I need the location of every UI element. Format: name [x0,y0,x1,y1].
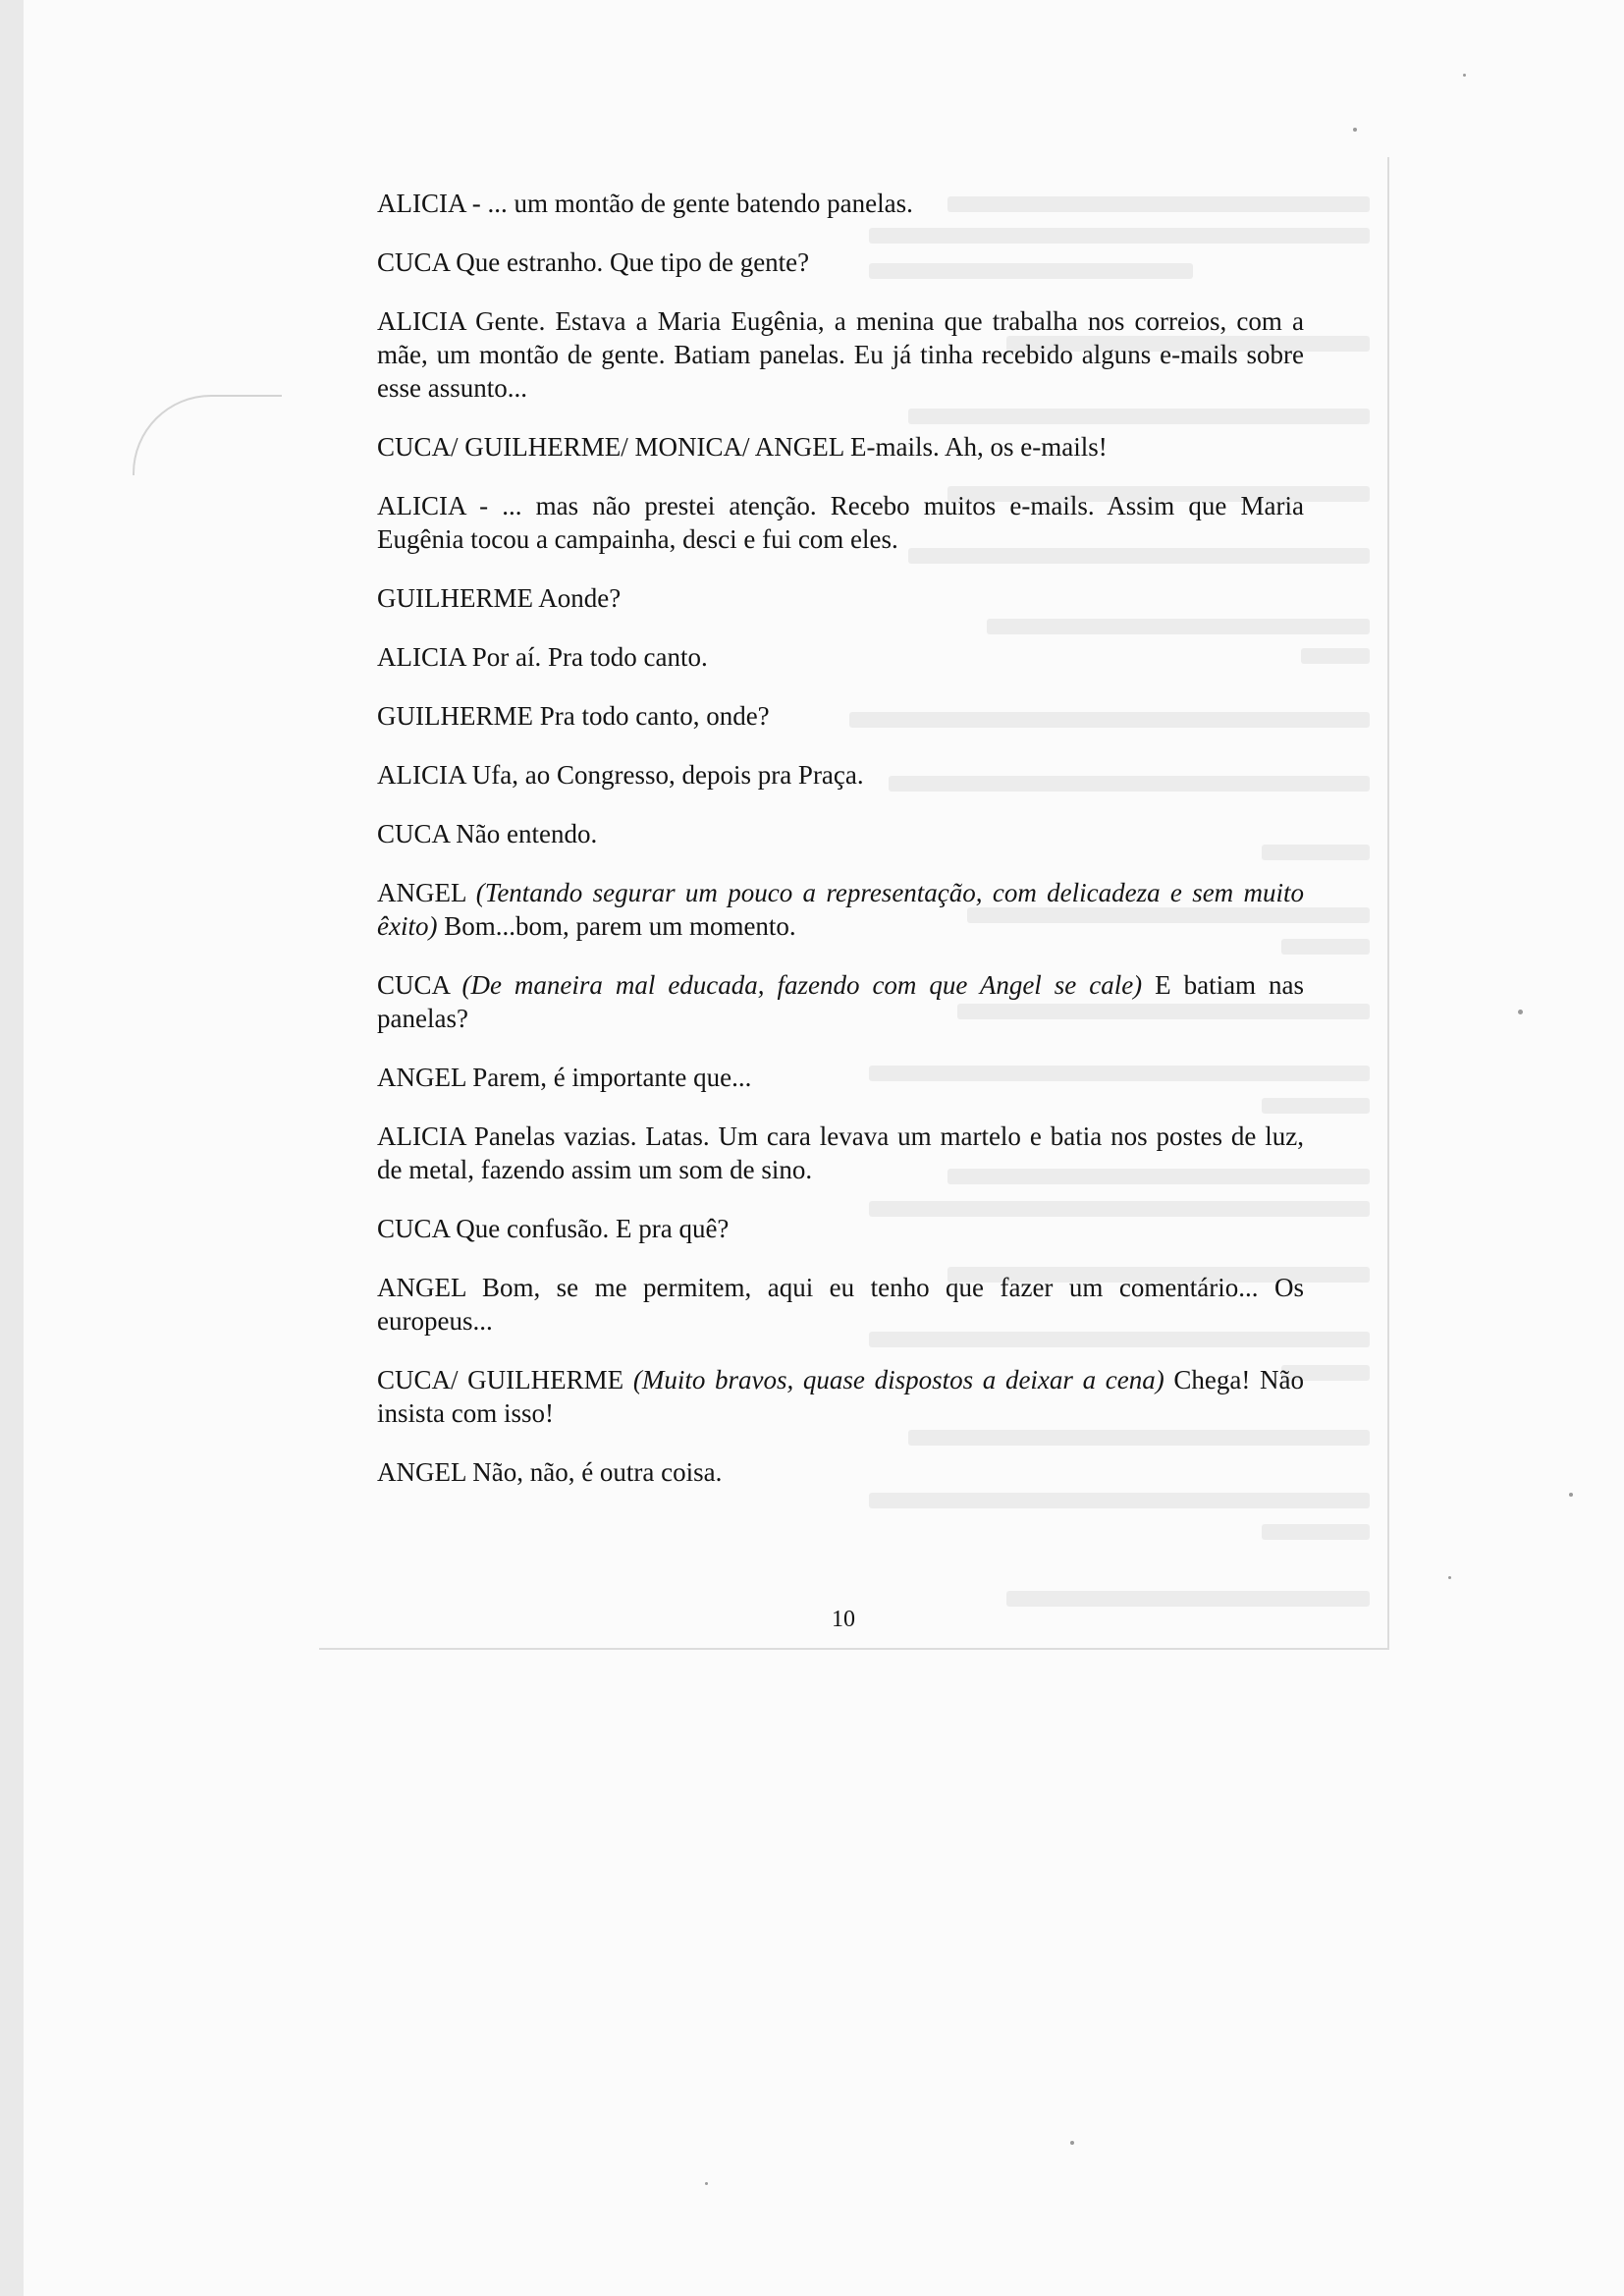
dialogue-text [623,1365,633,1394]
speaker-name: CUCA [377,970,450,1000]
speaker-name: GUILHERME [377,701,533,731]
dialogue-text: Não entendo. [449,819,598,848]
scan-edge-shadow [0,0,24,2296]
dialogue-text-after: Chega! Não insista com isso! [377,1365,1305,1428]
dialogue-line [377,640,1304,674]
speaker-name: ALICIA [377,306,465,336]
dialogue-line [377,1120,1304,1186]
dialogue-text [450,970,462,1000]
speaker-name: ANGEL [377,1273,466,1302]
dialogue-line [377,817,1304,850]
dialogue-text: E-mails. Ah, os e-mails! [843,432,1108,462]
dialogue-text-after: E batiam nas panelas? [377,970,1305,1033]
dialogue-text: Panelas vazias. Latas. Um cara levava um martelo e batia nos postes de luz, de metal, fazendo assim um som de sino. [377,1121,1304,1184]
dialogue-text-after: Bom...bom, parem um momento. [437,911,796,941]
speaker-name: CUCA/ GUILHERME/ MONICA/ ANGEL [377,432,844,462]
speaker-name: ALICIA [377,1121,465,1151]
page-number: 10 [832,1607,855,1632]
scan-speck [1463,74,1466,77]
dialogue-line [377,187,1304,220]
dialogue-line [377,430,1304,464]
dialogue-text: Ufa, ao Congresso, depois pra Praça. [465,760,864,790]
speaker-name: ANGEL [377,878,466,907]
speaker-name: ALICIA [377,760,465,790]
dialogue-line [377,1061,1304,1094]
stage-direction: (Tentando segurar um pouco a representação, com delicadeza e sem muito êxito) [377,878,1304,941]
dialogue-line [377,699,1304,733]
dialogue-text: - ... um montão de gente batendo panelas. [465,189,913,218]
dialogue-line [377,1363,1304,1430]
dialogue-line [377,1212,1304,1245]
dialogue-text: Bom, se me permitem, aqui eu tenho que fazer um comentário... Os europeus... [377,1273,1304,1336]
scan-speck [1070,2141,1074,2145]
dialogue-text [465,878,475,907]
speaker-name: ALICIA [377,189,465,218]
dialogue-line [377,876,1304,943]
dialogue-text: Não, não, é outra coisa. [465,1457,723,1487]
stage-direction: (Muito bravos, quase dispostos a deixar a cena) [632,1365,1164,1394]
speaker-name: ALICIA [377,491,465,520]
speaker-name: CUCA [377,247,450,277]
dialogue-text: - ... mas não prestei atenção. Recebo muitos e-mails. Assim que Maria Eugênia tocou a campainha, desci e fui com eles. [377,491,1304,554]
speaker-name: CUCA [377,1214,450,1243]
dialogue-line [377,758,1304,792]
script-body [377,187,1304,1514]
dialogue-text: Que confusão. E pra quê? [449,1214,730,1243]
speaker-name: CUCA/ GUILHERME [377,1365,624,1394]
dialogue-text: Aonde? [532,583,622,613]
scan-smudge-mark [133,395,282,475]
dialogue-line [377,1455,1304,1489]
dialogue-text: Parem, é importante que... [465,1063,752,1092]
dialogue-line [377,246,1304,279]
speaker-name: ANGEL [377,1457,466,1487]
dialogue-line [377,581,1304,615]
scan-speck [1569,1493,1573,1497]
dialogue-line [377,304,1304,405]
dialogue-text: Por aí. Pra todo canto. [465,642,708,672]
scan-speck [1518,1010,1523,1014]
scan-speck [705,2182,708,2185]
dialogue-text: Pra todo canto, onde? [532,701,770,731]
speaker-name: ALICIA [377,642,465,672]
stage-direction: (De maneira mal educada, fazendo com que Angel se cale) [461,970,1143,1000]
dialogue-line [377,1271,1304,1338]
speaker-name: GUILHERME [377,583,533,613]
dialogue-line [377,489,1304,556]
dialogue-text: Que estranho. Que tipo de gente? [449,247,810,277]
dialogue-text: Gente. Estava a Maria Eugênia, a menina que trabalha nos correios, com a mãe, um montão de gente. Batiam panelas. Eu já tinha recebido alguns e-mails sobre esse assunto... [377,306,1304,403]
scan-speck [1448,1576,1451,1579]
dialogue-line [377,968,1304,1035]
scan-speck [1353,128,1357,132]
speaker-name: ANGEL [377,1063,466,1092]
speaker-name: CUCA [377,819,450,848]
